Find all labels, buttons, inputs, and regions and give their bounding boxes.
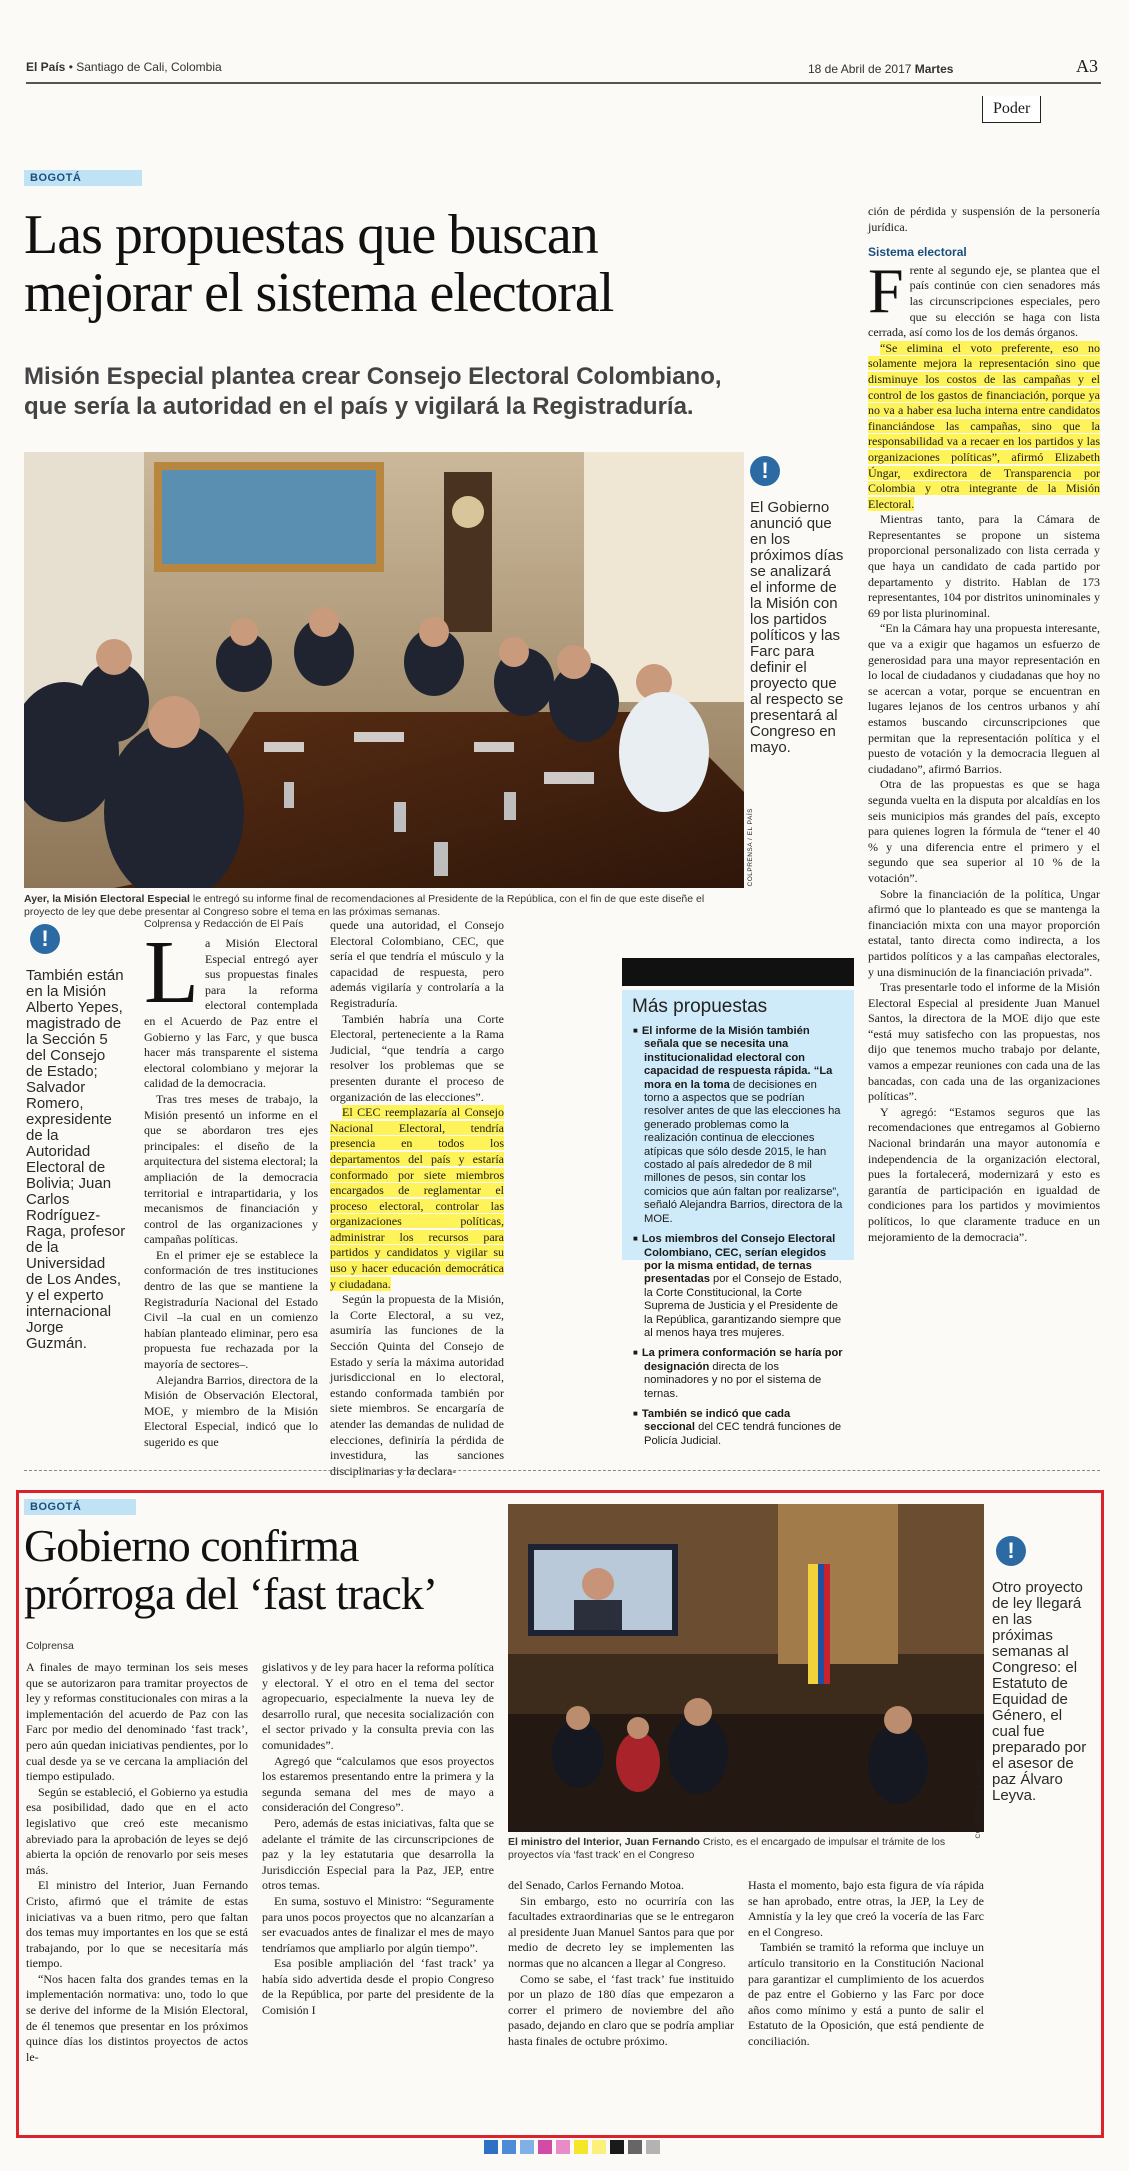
paper-name: El País (26, 60, 66, 74)
paragraph: Tras presentarle todo el informe de la Misión Electoral Especial al presidente Juan Manuel Santos, la directora de la MOE dijo que este “está muy satisfecho con las propuestas, nos dijo que tenemos mucho trabajo por delante, vamos a empezar reuniones con cada una de las bancadas, con cada una de las organizaciones políticas”. (868, 980, 1100, 1104)
headline-line-2: mejorar el sistema electoral (24, 262, 614, 324)
color-swatch (556, 2140, 570, 2154)
info-icon: ! (750, 456, 780, 486)
paragraph: Pero, además de estas iniciativas, falta que se adelante el trámite de las circunscripciones de paz y la ley estatutaria que desarrolla la Jurisdicción Especial para la Paz, JEP, entre otros temas. (262, 1815, 494, 1893)
caption-text: Cristo, es el encargado de impulsar el trámite de los proyectos vía ‘fast track’ en el Congreso (508, 1836, 946, 1861)
header-left (26, 60, 222, 74)
box-title: Más propuestas (632, 996, 768, 1017)
color-swatch (502, 2140, 516, 2154)
paper-location: • Santiago de Cali, Colombia (68, 60, 222, 74)
paragraph: Sobre la financiación de la política, Ungar afirmó que lo planteado es que se mantenga la financiación mixta con una mayor proporción estatal, tanto directa como indirecta, a los partidos políticos y a las campañas electorales, y una disminución de la financiación privada”. (868, 886, 1100, 979)
highlighted-paragraph: El CEC reemplazaría al Consejo Nacional Electoral, tendría presencia en todos los departamentos del país y estaría conformado por siete miembros encargados de reglamentar el proceso electoral, controlar las organizaciones políticas, administrar los recursos para partidos y candidatos y vigilar su uso y hacer educación democrática y ciudadana. (330, 1105, 504, 1291)
second-headline (24, 1522, 524, 1618)
paragraph: ción de pérdida y suspensión de la personería jurídica. (868, 204, 1100, 234)
color-swatch (538, 2140, 552, 2154)
info-icon: ! (996, 1536, 1026, 1566)
box-item: ■ Los miembros del Consejo Electoral Colombiano, CEC, serían elegidos por la misma entidad, de ternas presentadas por el Consejo de Estado, la Corte Constitucional, la Corte Suprema de Justicia y el Presidente de la República, garantizando siempre que al menos haya tres mujeres. (644, 1232, 844, 1340)
color-swatch (610, 2140, 624, 2154)
subhead: Sistema electoral (868, 245, 967, 260)
paragraph: del Senado, Carlos Fernando Motoa. (508, 1878, 684, 1892)
paragraph: “Nos hacen falta dos grandes temas en la implementación normativa: uno, todo lo que se derive del informe de la Misión Electoral, de él tenemos que presentar en los próximos quince días los distintos proyectos de actos le- (26, 1971, 248, 2064)
headline (24, 206, 864, 322)
box-item: ■ El informe de la Misión también señala que se necesita una institucionalidad electoral con capacidad de respuesta rápida. “La mora en la toma de decisiones en torno a aspectos que se podrían resolver antes de que las elecciones ha generado problemas como la realización continua de elecciones atípicas que sólo desde 2015, le han costado al país alrededor de 8 mil millones de pesos, sin contar los comicios que aún faltan por realizarse”, señaló Alejandra Barrios, directora de la MOE. (644, 1024, 844, 1226)
header-date (808, 62, 953, 76)
paragraph: También habría una Corte Electoral, perteneciente a la Rama Judicial, “que tendría a cargo resolver los problemas que se presenten durante el proceso de organización de las elecciones”. (330, 1011, 504, 1104)
second-column-4 (748, 1878, 984, 2050)
second-byline: Colprensa (26, 1640, 74, 1652)
highlighted-quote: “Se elimina el voto preferente, eso no solamente mejora la representación sino que disminuye los costos de las campañas y el control de los gastos de financiación, porque ya no va a haber esa lucha interna entre candidatos financiándose las campañas, sino que la responsabilidad va a recaer en los partidos y las organizaciones políticas”, afirmó Elizabeth Úngar, exdirectora de Transparencia por Colombia y otra integrante de la Misión Electoral. (868, 340, 1100, 511)
region-tag: BOGOTÁ (24, 1499, 136, 1515)
weekday-text: Martes (914, 62, 954, 76)
deck-line-2: que sería la autoridad en el país y vigilará la Registraduría. (24, 393, 694, 420)
second-column-1 (26, 1660, 248, 2065)
caption-text: le entregó su informe final de recomendaciones al Presidente de la República, con el fin de que este diseñe el proyecto de ley que debe presentar al Congreso sobre el tema en las próximas semanas. (24, 893, 705, 918)
paragraph: Según se estableció, el Gobierno ya estudia esa posibilidad, dado que en el acto legislativo que creó este mecanismo abreviado para la aprobación de leyes se dejó abierta la opción de renovarlo por seis meses más. (26, 1784, 248, 1877)
print-color-bar (484, 2140, 660, 2154)
dropcap: F (868, 254, 904, 326)
side-note-photo: El Gobierno anunció que en los próximos días se analizará el informe de la Misión con los partidos políticos y las Farc para definir el proyecto que al respecto se presentará al Congreso en mayo. (750, 499, 844, 756)
deck (24, 362, 864, 422)
paragraph: Sin embargo, esto no ocurriría con las facultades extraordinarias que se le entregaron al presidente Juan Manuel Santos para que por medio de decreto ley se implementen las normas que no alcancen a llegar al Congreso. (508, 1893, 734, 1970)
color-swatch (484, 2140, 498, 2154)
paragraph: También se tramitó la reforma que incluye un artículo transitorio en la Constitución Nacional para garantizar el cumplimiento de los acuerdos de paz entre el Gobierno y las Farc por doce años como mínimo y está a punto de salir el Estatuto de la Oposición, que está pendiente de conciliación. (748, 1940, 984, 2048)
dropcap: L (144, 923, 199, 1022)
region-tag: BOGOTÁ (24, 170, 142, 186)
paragraph: Esa posible ampliación del ‘fast track’ ya había sido advertida desde el propio Congreso de la República, por parte del presidente de la Comisión I (262, 1956, 494, 2018)
paragraph: rente al segundo eje, se plantea que el país continúe con cien senadores más las circunscripciones especiales, pero que su elección se haga con lista cerrada, así como los de los demás órganos. (868, 262, 1100, 340)
side-note-gender: Otro proyecto de ley llegará en las próximas semanas al Congreso: el Estatuto de Equidad de Género, el cual fue preparado por el asesor de paz Álvaro Leyva. (992, 1579, 1087, 1804)
second-column-2 (262, 1660, 494, 2019)
second-headline-line-2: prórroga del ‘fast track’ (24, 1568, 438, 1619)
paragraph: En el primer eje se establece la conformación de tres instituciones dentro de las que se mantiene la Registraduría Nacional del Estado Civil –la cual en un comienzo habían planteado eliminar, pero esa propuesta fue rechazada por la mayoría de sectores–. (144, 1247, 318, 1372)
date-text: 18 de Abril de 2017 (808, 62, 912, 76)
box-item: ■ También se indicó que cada seccional del CEC tendrá funciones de Policía Judicial. (644, 1407, 844, 1448)
paragraph: Agregó que “calculamos que esos proyectos los estaremos presentando entre la primera y la segunda semana del mes de mayo a consideración del Congreso”. (262, 1753, 494, 1815)
paragraph: A finales de mayo terminan los seis meses que se autorizaron para tramitar proyectos de ley y reformas constitucionales con miras a la implementación del acuerdo de Paz con las Farc por medio del denominado ‘fast track’, pero aún quedan iniciativas pendientes, por lo cual desde ya se ve cercana la ampliación del tiempo estipulado. (26, 1660, 248, 1784)
paragraph: En suma, sostuvo el Ministro: “Seguramente para unos pocos proyectos que no alcanzarían a ser evacuados antes de finalizar el mes de mayo tendríamos que ampliarlo por algún tiempo”. (262, 1893, 494, 1955)
color-swatch (520, 2140, 534, 2154)
deck-line-1: Misión Especial plantea crear Consejo Electoral Colombiano, (24, 363, 722, 390)
photo-credit: COLPRENSA / EL PAÍS (975, 1760, 982, 1839)
main-column-right (868, 204, 1100, 1245)
headline-line-1: Las propuestas que buscan (24, 204, 598, 266)
box-header-bar (622, 958, 854, 986)
paragraph: a Misión Electoral Especial entregó ayer sus propuestas finales para la reforma electoral contemplada en el Acuerdo de Paz entre el Gobierno y las Farc, y que busca hacer más transparente el sistema electoral colombiano y mejorar la calidad de la democracia. (144, 936, 318, 1091)
color-swatch (574, 2140, 588, 2154)
second-photo (508, 1504, 984, 1832)
paragraph: Alejandra Barrios, directora de la Misión de Observación Electoral, MOE, y miembro de la Misión Electoral Especial, indicó que lo sugerido es que (144, 1372, 318, 1449)
main-byline: Colprensa y Redacción de El País (144, 918, 304, 930)
side-note-mission: También están en la Misión Alberto Yepes, magistrado de la Sección 5 del Consejo de Estado; Salvador Romero, expresidente de la Autoridad Electoral de Bolivia; Juan Carlos Rodríguez-Raga, profesor de la Universidad de Los Andes, y el experto internacional Jorge Guzmán. (26, 967, 126, 1352)
section-tab: Poder (982, 96, 1041, 123)
info-icon: ! (30, 924, 60, 954)
section-divider (24, 1470, 1100, 1471)
paragraph: Hasta el momento, bajo esta figura de vía rápida se han aprobado, entre otras, la JEP, la Ley de Amnistía y la ley que creó la vocería de las Farc en el Congreso. (748, 1878, 984, 1939)
caption-lead: Ayer, la Misión Electoral Especial (24, 893, 190, 905)
main-column-2 (330, 918, 504, 1479)
paragraph: quede una autoridad, el Consejo Electoral Colombiano, CEC, que sería el que tendría el músculo y la capacidad de respuesta, pero además vigilaría y controlaría a la Registraduría. (330, 918, 504, 1010)
caption-lead: El ministro del Interior, Juan Fernando (508, 1836, 700, 1848)
paragraph: gislativos y de ley para hacer la reforma política y electoral. Y el otro en el tema del sector agropecuario, especialmente la nueva ley de desarrollo rural, que necesita socialización con el sector privado y la consulta previa con las comunidades”. (262, 1660, 494, 1752)
paragraph: Tras tres meses de trabajo, la Misión presentó un informe en el que se abordaron tres ejes principales: el diseño de la arquitectura del sistema electoral; la ampliación de la democracia territorial e intrapartidaria, y los mecanismos de financiación y control de las organizaciones y campañas políticas. (144, 1091, 318, 1247)
box-list (622, 1024, 854, 1448)
color-swatch (592, 2140, 606, 2154)
header-rule-thick (26, 82, 1101, 84)
more-proposals-box (622, 990, 854, 1447)
second-headline-line-1: Gobierno confirma (24, 1520, 359, 1571)
paragraph: Mientras tanto, para la Cámara de Representantes se propone un sistema proporcional personalizado con lista cerrada y que haya un candidato de cada partido por departamento y distrito. Hablan de 173 representantes, 104 por distritos uninominales y 69 por lista plurinominal. (868, 512, 1100, 620)
paragraph: El ministro del Interior, Juan Fernando Cristo, afirmó que el trámite de estas iniciativas va a buen ritmo, pero que faltan dos temas muy importantes en los que se está trabajando, por lo que se necesitaría más tiempo. (26, 1878, 248, 1971)
color-swatch (646, 2140, 660, 2154)
second-column-3 (508, 1878, 734, 2050)
page-number: A3 (1076, 56, 1098, 76)
congress-photo-illustration (508, 1504, 984, 1832)
second-caption (508, 1836, 984, 1862)
photo-credit: COLPRENSA / EL PAÍS (747, 808, 754, 887)
color-swatch (628, 2140, 642, 2154)
paragraph: Como se sabe, el ‘fast track’ fue instituido por un plazo de 180 días que empezaron a correr el primero de noviembre del año pasado, dejando en claro que se podría ampliar hasta finales de octubre próximo. (508, 1971, 734, 2048)
paragraph: Según la propuesta de la Misión, la Corte Electoral, a su vez, asumiría las funciones de la Sección Quinta del Consejo de Estado y sería la máxima autoridad jurisdiccional en lo electoral, estando conformada también por siete miembros. Se encargaría de atender las demandas de nulidad de elecciones, definiría la pérdida de investidura, las sanciones disciplinarias y la declara- (330, 1292, 504, 1478)
meeting-photo-illustration (24, 452, 744, 888)
paragraph: Y agregó: “Estamos seguros que las recomendaciones que entregamos al Gobierno Nacional brindarán una mayor autonomía e independencia de la organización electoral, pues la fortalecerá, modernizará y esto es garantía de participación en igualdad de condiciones para los partidos y movimientos políticos, lo que claramente traduce en un mejoramiento de la democracia”. (868, 1104, 1100, 1244)
main-photo (24, 452, 744, 888)
main-caption (24, 893, 744, 919)
paragraph: Otra de las propuestas es que se haga segunda vuelta en la disputa por alcaldías en los seis municipios más grandes del país, excepto para quienes logren la fórmula de “tener el 40 % y una diferencia entre el primero y el segundo que sea superior al 10 % de la votación”. (868, 777, 1100, 885)
paragraph: “En la Cámara hay una propuesta interesante, que va a exigir que hagamos un esfuerzo de generosidad para una mayor representación en lo local de ciudadanos y ciudadanas que hoy no se acercan a votar, porque se encuentran en lugares lejanos de los centros urbanos y ahí estamos buscando circunscripciones que permitan que la representación política y el puesto de votación y la democracia lleguen al ciudadano”, afirmó Barrios. (868, 621, 1100, 776)
box-item: ■ La primera conformación se haría por designación directa de los nominadores y no por el sistema de ternas. (644, 1346, 844, 1401)
